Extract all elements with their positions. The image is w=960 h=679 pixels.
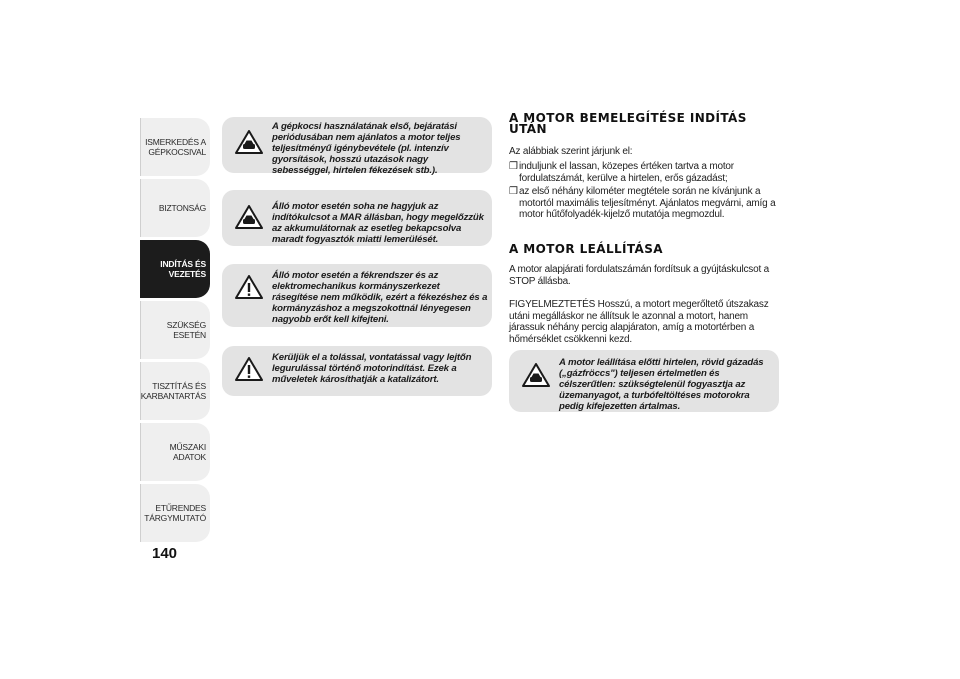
warning-box-key-mar [222, 190, 492, 246]
tab-biztonsag[interactable]: BIZTONSÁG [140, 179, 210, 237]
triangle-warning-icon [234, 356, 264, 382]
list-item: ❒ induljunk el lassan, közepes értéken tartva a motor fordulatszámát, kerülve a hirtelen, erős gázadást; [509, 161, 734, 184]
warning-text: Kerüljük el a tolással, vontatással vagy lejtőn legurulással történő motorindítást. Ezek a műveletek károsíthatják a katalizátort. [272, 352, 472, 385]
warning-box-towing [222, 346, 492, 396]
section-intro: Az alábbiak szerint járjunk el: [509, 146, 633, 157]
tab-inditas-es-vezetes[interactable]: INDÍTÁS ÉS VEZETÉS [140, 240, 210, 298]
warning-text: A gépkocsi használatának első, bejáratási periódusában nem ajánlatos a motor teljes teljesítményű igénybevétele (pl. intenzív gyorsítások, hosszú utazások nagy sebességgel, hirtelen fékezések stb.). [272, 121, 461, 176]
checkbox-bullet-icon: ❒ [509, 186, 518, 197]
warning-box-brake-steering [222, 264, 492, 327]
section-heading-shutdown: A MOTOR LEÁLLÍTÁSA [509, 242, 663, 256]
warning-text: A motor leállítása előtti hirtelen, rövid gázadás („gázfröccs") teljesen értelmetlen és célszerűtlen: szükségtelenül fogyasztja az üzemanyagot, a turbófeltöltéses motorokra pedig kifejezetten ártalmas. [559, 357, 764, 412]
tab-szukseg-eseten[interactable]: SZÜKSÉG ESETÉN [140, 301, 210, 359]
shutdown-paragraph: A motor alapjárati fordulatszámán fordítsuk a gyújtáskulcsot a STOP állásba. [509, 264, 769, 287]
shutdown-note: FIGYELMEZTETÉS Hosszú, a motort megerőltető útszakasz utáni megálláskor ne állítsuk le azonnal a motort, hanem járassuk néhány percig alapjáraton, amíg a motortérben a hőmérséklet csökkenni kezd. [509, 299, 769, 345]
car-warning-icon [234, 204, 264, 230]
warning-box-break-in [222, 117, 492, 176]
tab-tisztitas[interactable]: TISZTÍTÁS ÉS KARBANTARTÁS [140, 362, 210, 420]
warmup-list [509, 161, 785, 223]
warning-text: Álló motor esetén soha ne hagyjuk az indítókulcsot a MAR állásban, hogy megelőzzük az akkumulátornak az esetleg bekapcsolva maradt fogyasztók miatti lemerülését. [272, 201, 484, 245]
tab-muszaki-adatok[interactable]: MŰSZAKI ADATOK [140, 423, 210, 481]
section-heading-warmup: A MOTOR BEMELEGÍTÉSE INDÍTÁS UTÁN [509, 111, 747, 136]
tab-targymutato[interactable]: ETŰRENDES TÁRGYMUTATÓ [140, 484, 210, 542]
warning-text: Álló motor esetén a fékrendszer és az elektromechanikus kormányszerkezet rásegítése nem működik, ezért a fékezéshez és a kormányzáshoz a megszokottnál lényegesen nagyobb erőt kell kifejteni. [272, 270, 488, 325]
checkbox-bullet-icon: ❒ [509, 161, 518, 172]
warning-box-throttle [509, 350, 779, 412]
tab-ismerkedes[interactable]: ISMERKEDÉS A GÉPKOCSIVAL [140, 118, 210, 176]
page-number: 140 [152, 545, 178, 562]
list-item: ❒ az első néhány kilométer megtétele során ne kívánjunk a motortól maximális teljesítményt. Ajánlatos megvárni, amíg a motor hűtőfolyadék-kijelző mutatója megmozdul. [509, 186, 776, 220]
